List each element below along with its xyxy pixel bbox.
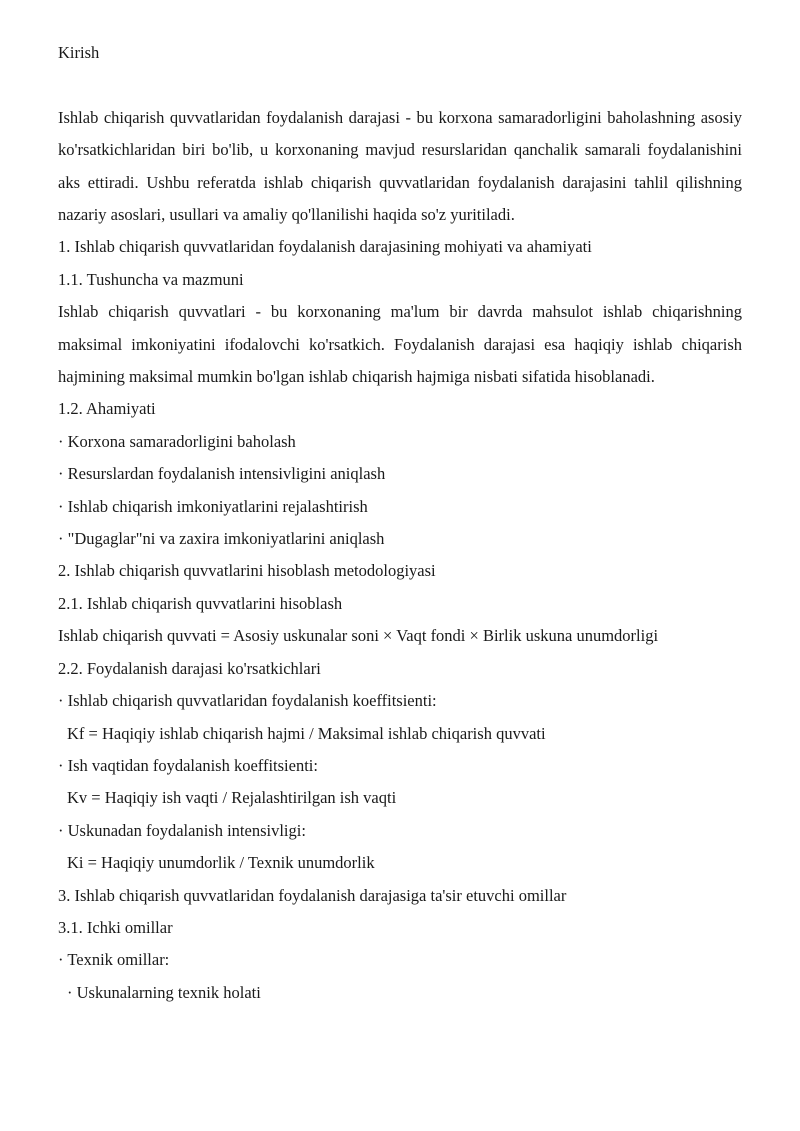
section-2-1-heading: 2.1. Ishlab chiqarish quvvatlarini hisoblash	[58, 593, 343, 613]
section-2-2-heading: 2.2. Foydalanish darajasi ko'rsatkichlari	[58, 658, 321, 678]
document-title: Kirish	[58, 43, 100, 62]
list-item: · "Dugaglar"ni va zaxira imkoniyatlarini aniqlash	[58, 529, 385, 549]
kv-label: · Ish vaqtidan foydalanish koeffitsienti:	[58, 755, 318, 775]
section-2-heading: 2. Ishlab chiqarish quvvatlarini hisoblash metodologiyasi	[58, 561, 436, 581]
intro-paragraph: Ishlab chiqarish quvvatlaridan foydalanish darajasi - bu korxona samaradorligini baholashning asosiy ko'rsatkichlaridan biri bo'lib, u korxonaning mavjud resurslaridan qanchalik samarali foydalanishini aks ettiradi. Ushbu referatda ishlab chiqarish quvvatlaridan foydalanish darajasini tahlil qilishning nazariy asoslari, usullari va amaliy qo'llanilishi haqida so'z yuritiladi.	[58, 107, 742, 225]
section-3-heading: 3. Ishlab chiqarish quvvatlaridan foydalanish darajasiga ta'sir etuvchi omillar	[58, 885, 567, 905]
section-3-1-heading: 3.1. Ichki omillar	[58, 917, 173, 937]
section-1-1-paragraph: Ishlab chiqarish quvvatlari - bu korxonaning ma'lum bir davrda mahsulot ishlab chiqarishning maksimal imkoniyatini ifodalovchi ko'rsatkich. Foydalanish darajasi esa haqiqiy ishlab chiqarish hajmining maksimal mumkin bo'lgan ishlab chiqarish hajmiga nisbati sifatida hisoblanadi.	[58, 302, 742, 387]
ki-formula: Ki = Haqiqiy unumdorlik / Texnik unumdorlik	[67, 853, 375, 873]
blank-line	[58, 69, 742, 101]
kf-formula: Kf = Haqiqiy ishlab chiqarish hajmi / Maksimal ishlab chiqarish quvvati	[67, 723, 546, 743]
list-item: · Korxona samaradorligini baholash	[58, 431, 296, 451]
list-item: · Resurslardan foydalanish intensivligini aniqlash	[58, 464, 386, 484]
list-item: · Ishlab chiqarish imkoniyatlarini rejalashtirish	[58, 496, 368, 516]
technical-factors-label: · Texnik omillar:	[58, 950, 170, 970]
section-1-1-heading: 1.1. Tushuncha va mazmuni	[58, 269, 244, 289]
kv-formula: Kv = Haqiqiy ish vaqti / Rejalashtirilgan ish vaqti	[67, 788, 397, 808]
section-1-2-heading: 1.2. Ahamiyati	[58, 399, 156, 419]
section-1-heading: 1. Ishlab chiqarish quvvatlaridan foydalanish darajasining mohiyati va ahamiyati	[58, 237, 592, 257]
kf-label: · Ishlab chiqarish quvvatlaridan foydalanish koeffitsienti:	[58, 691, 437, 711]
ki-label: · Uskunadan foydalanish intensivligi:	[58, 820, 306, 840]
capacity-formula: Ishlab chiqarish quvvati = Asosiy uskunalar soni × Vaqt fondi × Birlik uskuna unumdorligi	[58, 626, 659, 646]
list-item: · Uskunalarning texnik holati	[67, 982, 261, 1002]
